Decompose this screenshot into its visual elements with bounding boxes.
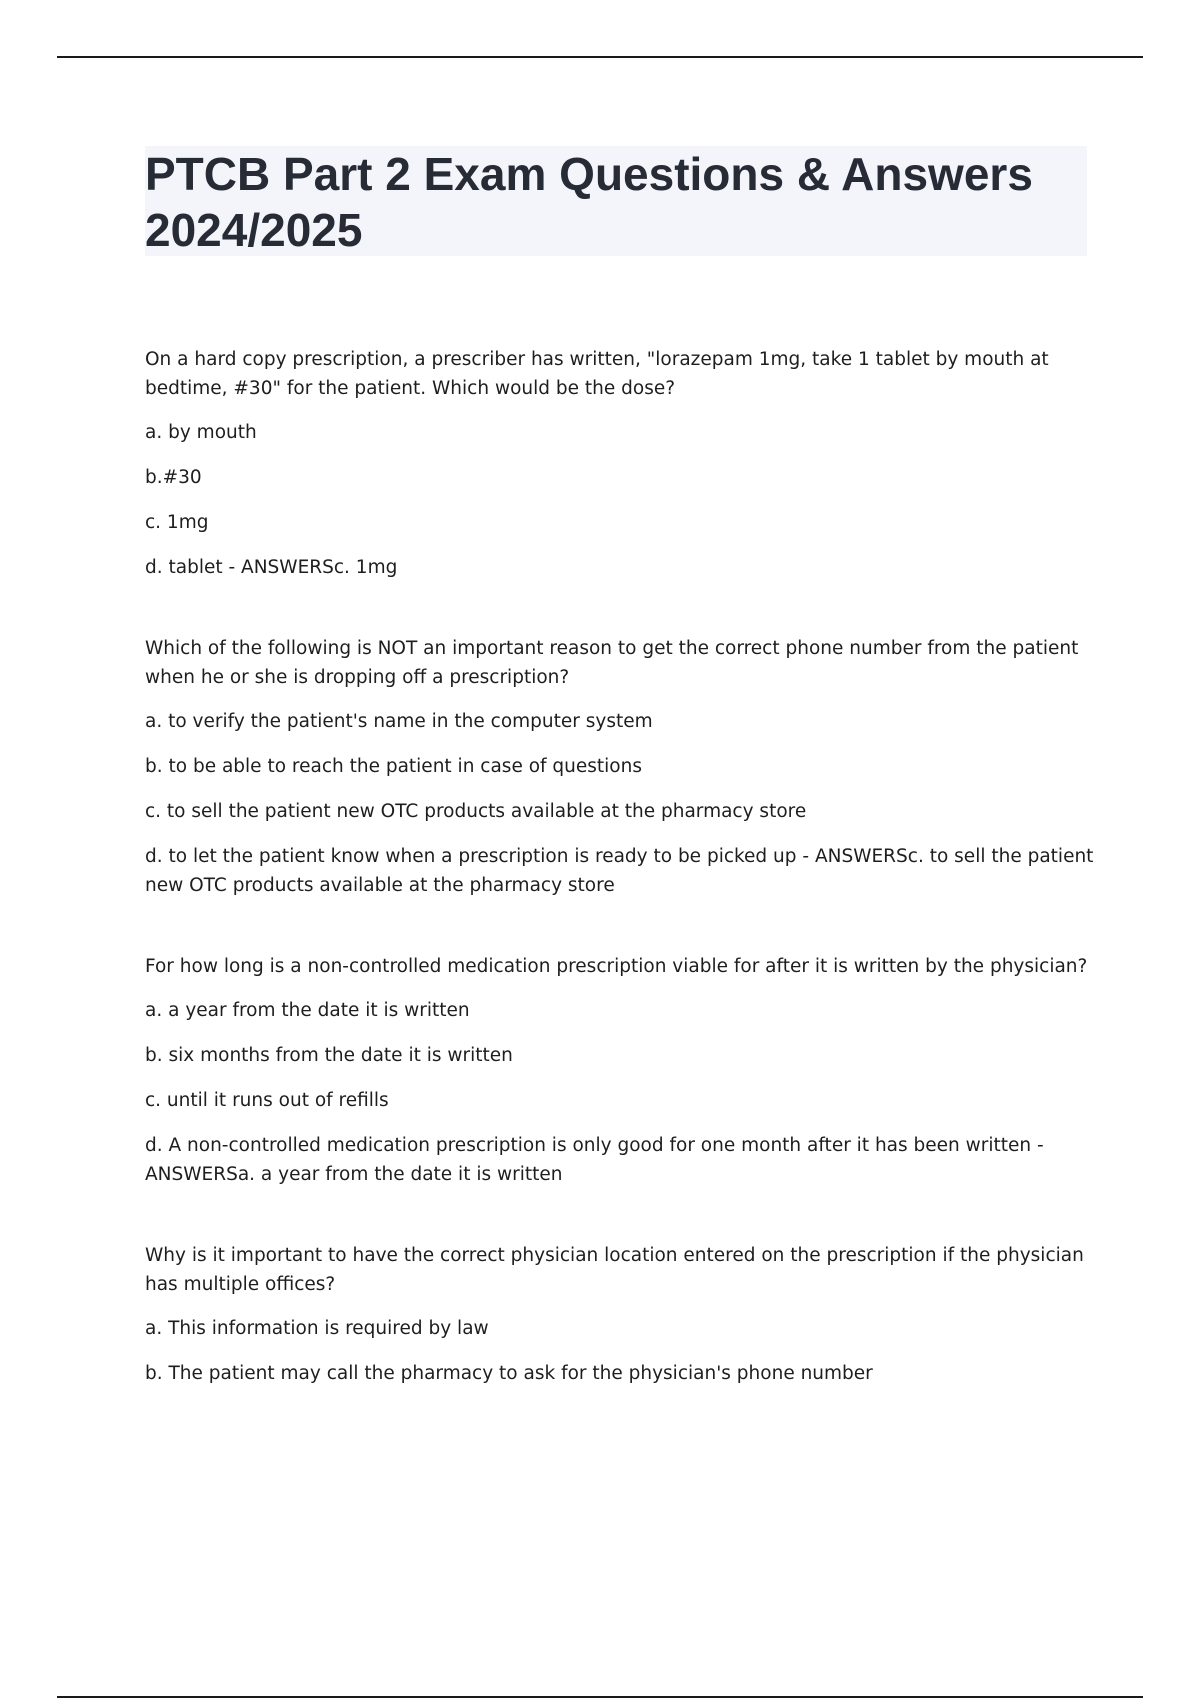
answer-option: d. A non-controlled medication prescription is only good for one month after it has been written - ANSWERSa. a year from the date it is written (145, 1135, 1044, 1185)
question-block (145, 1241, 1095, 1388)
question-block (145, 345, 1095, 582)
question-block (145, 634, 1095, 900)
question-text: Which of the following is NOT an important reason to get the correct phone number from the patient when he or she is dropping off a prescription? (145, 638, 1079, 688)
bottom-divider (57, 1696, 1143, 1698)
question-text: Why is it important to have the correct physician location entered on the prescription if the physician has multiple offices? (145, 1245, 1084, 1295)
answer-option: c. 1mg (145, 512, 209, 533)
answer-option: b. to be able to reach the patient in case of questions (145, 756, 642, 777)
question-block (145, 952, 1095, 1189)
answer-option: a. to verify the patient's name in the computer system (145, 711, 653, 732)
question-text: On a hard copy prescription, a prescriber has written, "lorazepam 1mg, take 1 tablet by mouth at bedtime, #30" for the patient. Which would be the dose? (145, 349, 1049, 399)
answer-option: c. until it runs out of refills (145, 1090, 389, 1111)
answer-option: a. by mouth (145, 422, 257, 443)
question-text: For how long is a non-controlled medication prescription viable for after it is written by the physician? (145, 956, 1088, 977)
document-body (145, 345, 1095, 1440)
answer-option: a. This information is required by law (145, 1318, 489, 1339)
document-title: PTCB Part 2 Exam Questions & Answers 2024/2025 (145, 148, 1033, 256)
answer-option: b. The patient may call the pharmacy to ask for the physician's phone number (145, 1363, 873, 1384)
top-divider (57, 56, 1143, 58)
answer-option: b.#30 (145, 467, 202, 488)
answer-option: c. to sell the patient new OTC products available at the pharmacy store (145, 801, 807, 822)
answer-option: a. a year from the date it is written (145, 1000, 470, 1021)
answer-option: d. to let the patient know when a prescription is ready to be picked up - ANSWERSc. to sell the patient new OTC products available at the pharmacy store (145, 846, 1094, 896)
answer-option: d. tablet - ANSWERSc. 1mg (145, 557, 398, 578)
answer-option: b. six months from the date it is written (145, 1045, 513, 1066)
